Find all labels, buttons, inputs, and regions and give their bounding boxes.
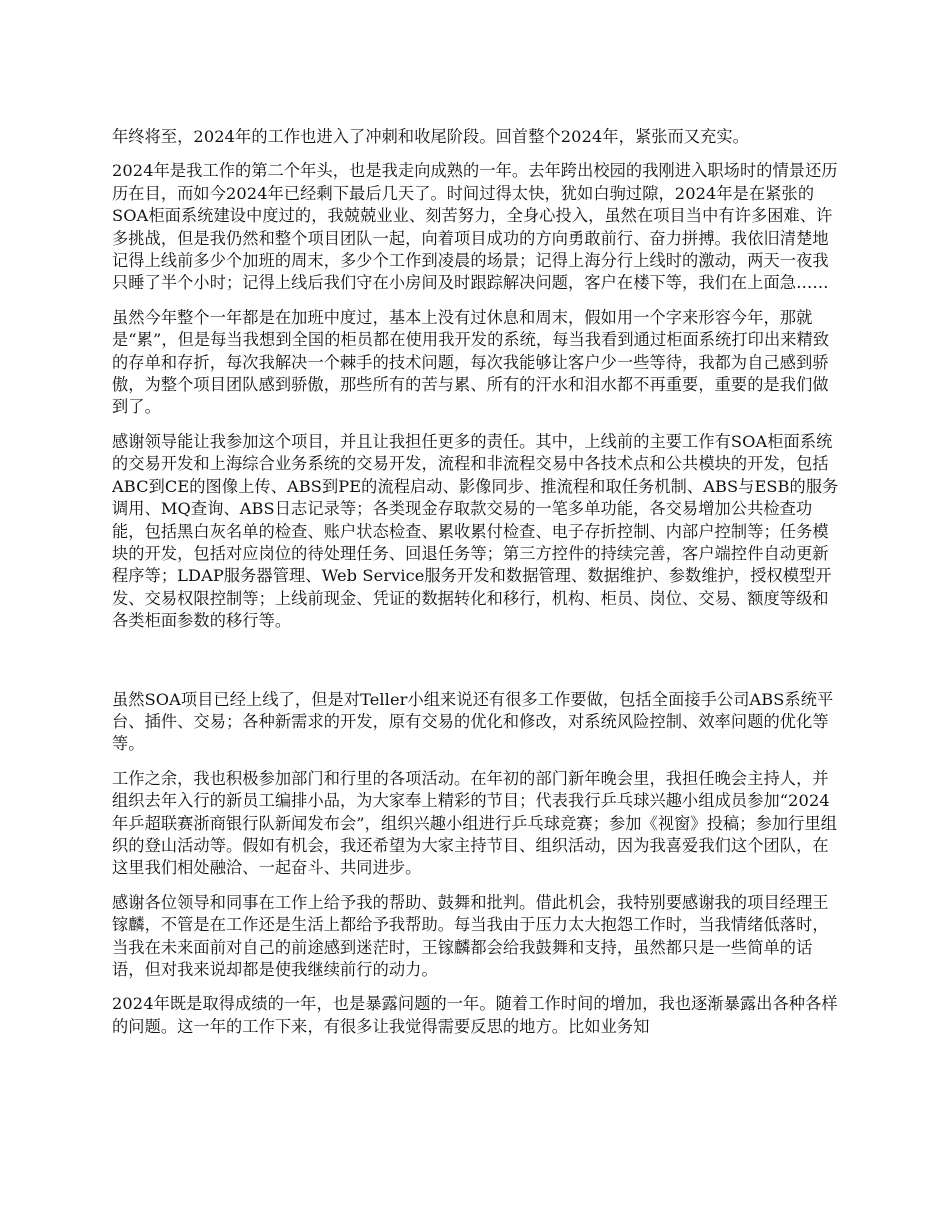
paragraph-thanks: 感谢各位领导和同事在工作上给予我的帮助、鼓舞和批判。借此机会，我特别要感谢我的项目经理王镓麟，不管是在工作还是生活上都给予我帮助。每当我由于压力太大抱怨工作时，当我情绪低落时，当我在未来面前对自己的前途感到迷茫时，王镓麟都会给我鼓舞和支持，虽然都只是一些简单的话语，但对我来说却都是使我继续前行的动力。 bbox=[112, 892, 829, 979]
paragraph-second-year: 2024年是我工作的第二个年头，也是我走向成熟的一年。去年跨出校园的我刚进入职场时的情景还历历在目，而如今2024年已经剩下最后几天了。时间过得太快，犹如白驹过隙，2024年是在紧张的SOA柜面系统建设中度过的，我兢兢业业、刻苦努力，全身心投入，虽然在项目当中有许多困难、许多挑战，但是我仍然和整个项目团队一起，向着项目成功的方向勇敢前行、奋力拼搏。我依旧清楚地记得上线前多少个加班的周末，多少个工作到凌晨的场景；记得上海分行上线时的激动，两天一夜我只睡了半个小时；记得上线后我们守在小房间及时跟踪解决问题，客户在楼下等，我们在上面急…… bbox=[112, 161, 838, 293]
paragraph-activities: 工作之余，我也积极参加部门和行里的各项活动。在年初的部门新年晚会里，我担任晚会主持人，并组织去年入行的新员工编排小品，为大家奉上精彩的节目；代表我行乒乓球兴趣小组成员参加“2024年乒超联赛浙商银行队新闻发布会”，组织兴趣小组进行乒乓球竞赛；参加《视窗》投稿；参加行里组织的登山活动等。假如有机会，我还希望为大家主持节目、组织活动，因为我喜爱我们这个团队，在这里我们相处融洽、一起奋斗、共同进步。 bbox=[112, 768, 838, 878]
paragraph-tired-but-proud: 虽然今年整个一年都是在加班中度过，基本上没有过休息和周末，假如用一个字来形容今年，那就是“累”，但是每当我想到全国的柜员都在使用我开发的系统，每当我看到通过柜面系统打印出来精致的存单和存折，每次我解决一个棘手的技术问题，每次我能够让客户少一些等待，我都为自己感到骄傲，为整个项目团队感到骄傲，那些所有的苦与累、所有的汗水和泪水都不再重要，重要的是我们做到了。 bbox=[112, 307, 830, 417]
paragraph-soa-followup: 虽然SOA项目已经上线了，但是对Teller小组来说还有很多工作要做，包括全面接手公司ABS系统平台、插件、交易；各种新需求的开发，原有交易的优化和修改，对系统风险控制、效率问题的优化等等。 bbox=[112, 689, 834, 754]
paragraph-work-details: 感谢领导能让我参加这个项目，并且让我担任更多的责任。其中，上线前的主要工作有SOA柜面系统的交易开发和上海综合业务系统的交易开发，流程和非流程交易中各技术点和公共模块的开发，包括ABC到CE的图像上传、ABS到PE的流程启动、影像同步、推流程和取任务机制、ABS与ESB的服务调用、MQ查询、ABS日志记录等；各类现金存取款交易的一笔多单功能，各交易增加公共检查功能，包括黑白灰名单的检查、账户状态检查、累收累付检查、电子存折控制、内部户控制等；任务模块的开发，包括对应岗位的待处理任务、回退任务等；第三方控件的持续完善，客户端控件自动更新程序等；LDAP服务器管理、Web Service服务开发和数据管理、数据维护、参数维护，授权模型开发、交易权限控制等；上线前现金、凭证的数据转化和移行，机构、柜员、岗位、交易、额度等级和各类柜面参数的移行等。 bbox=[112, 431, 839, 631]
paragraph-reflection: 2024年既是取得成绩的一年，也是暴露问题的一年。随着工作时间的增加，我也逐渐暴露出各种各样的问题。这一年的工作下来，有很多让我觉得需要反思的地方。比如业务知 bbox=[112, 994, 838, 1036]
paragraph-intro: 年终将至，2024年的工作也进入了冲刺和收尾阶段。回首整个2024年，紧张而又充实。 bbox=[112, 127, 749, 146]
document-body bbox=[112, 126, 840, 1050]
